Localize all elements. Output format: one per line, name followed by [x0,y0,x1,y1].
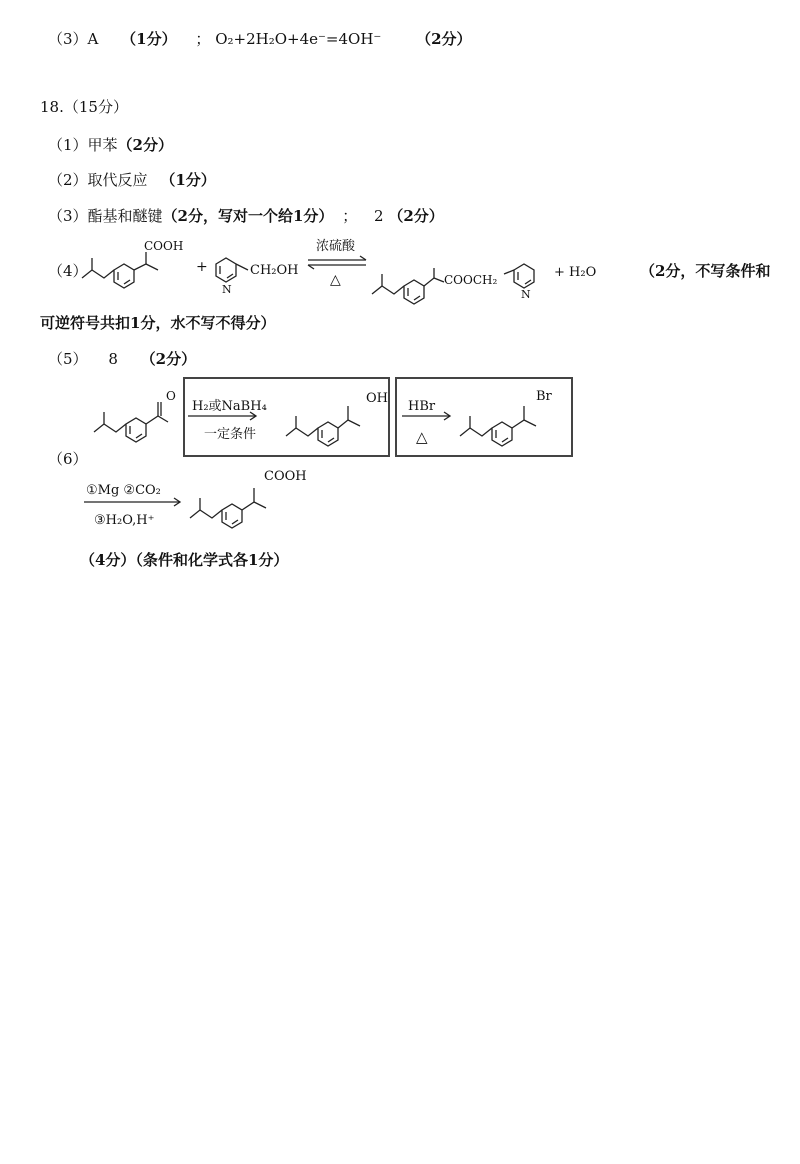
bromide-group: Br [536,389,552,404]
pyridine-n-1: N [222,283,232,296]
q18-6-label: （6） [48,450,88,468]
step3-reagent-top: ①Mg ②CO₂ [86,483,161,498]
step2-condition: △ [416,428,428,446]
q18-6-score: （4分）（条件和化学式各1分） [80,551,289,569]
pyridine-methanol-structure [216,258,299,296]
step2-reagent: HBr [408,399,436,414]
alcohol-group: OH [366,391,388,406]
q18-header: 18.（15分） [40,98,128,116]
q18-1-score: （2分） [117,136,173,154]
alcohol-structure [286,391,388,446]
q18-4-reaction [76,236,606,306]
water-product: + H₂O [554,265,597,280]
q18-5 [48,352,196,367]
q18-3-value: 2 [374,207,384,225]
q18-4-label: （4） [48,262,88,280]
reactant1-group: COOH [144,239,184,253]
ester-product-structure [372,264,534,304]
q18-2-score: （1分） [160,171,216,189]
q3-score2: （2分） [416,30,472,48]
q18-6-synthesis-row2 [84,462,344,532]
pyridine-n-2: N [521,288,531,301]
q18-4-score-part2: 可逆符号共扣1分，水不写不得分） [40,314,276,332]
q18-3-sep: ； [342,207,358,225]
final-group: COOH [264,469,307,484]
plus-sign-1: + [196,259,208,275]
q3-equation: O₂+2H₂O+4e⁻=4OH⁻ [215,30,382,48]
q3-sep: ； [195,30,211,48]
q18-5-value: 8 [108,350,118,368]
q3-line [48,32,472,47]
q18-5-label: （5） [48,350,88,368]
q18-6-synthesis-row1 [80,384,580,454]
step3-reagent-bottom: ③H₂O,H⁺ [94,513,155,528]
q4-condition-bottom: △ [330,272,341,288]
ketone-oxygen: O [166,389,176,403]
q18-3-score: （2分，写对一个给1分） [162,207,334,225]
q3-score1: （1分） [121,30,177,48]
q3-label: （3）A [48,30,99,48]
reversible-arrow [308,239,366,288]
q18-5-score: （2分） [140,350,197,368]
q18-1 [48,138,173,153]
step1-reagent: H₂或NaBH₄ [192,399,267,414]
reactant2-group: CH₂OH [250,263,299,278]
final-product-structure [190,469,307,528]
q18-2 [48,173,216,188]
q18-3-label: （3）酯基和醚键 [48,207,163,225]
q18-1-label: （1）甲苯 [48,136,118,154]
bromide-structure [460,389,553,446]
ibuprofen-structure [82,239,183,288]
q18-3-score2: （2分） [388,207,444,225]
q18-4-score-part1: （2分，不写条件和 [640,262,771,280]
q18-3 [48,209,444,224]
product-group: COOCH₂ [444,273,498,287]
q4-condition-top: 浓硫酸 [316,239,356,254]
step1-condition: 一定条件 [204,427,257,442]
ketone-structure [94,389,176,442]
q18-2-label: （2）取代反应 [48,171,148,189]
